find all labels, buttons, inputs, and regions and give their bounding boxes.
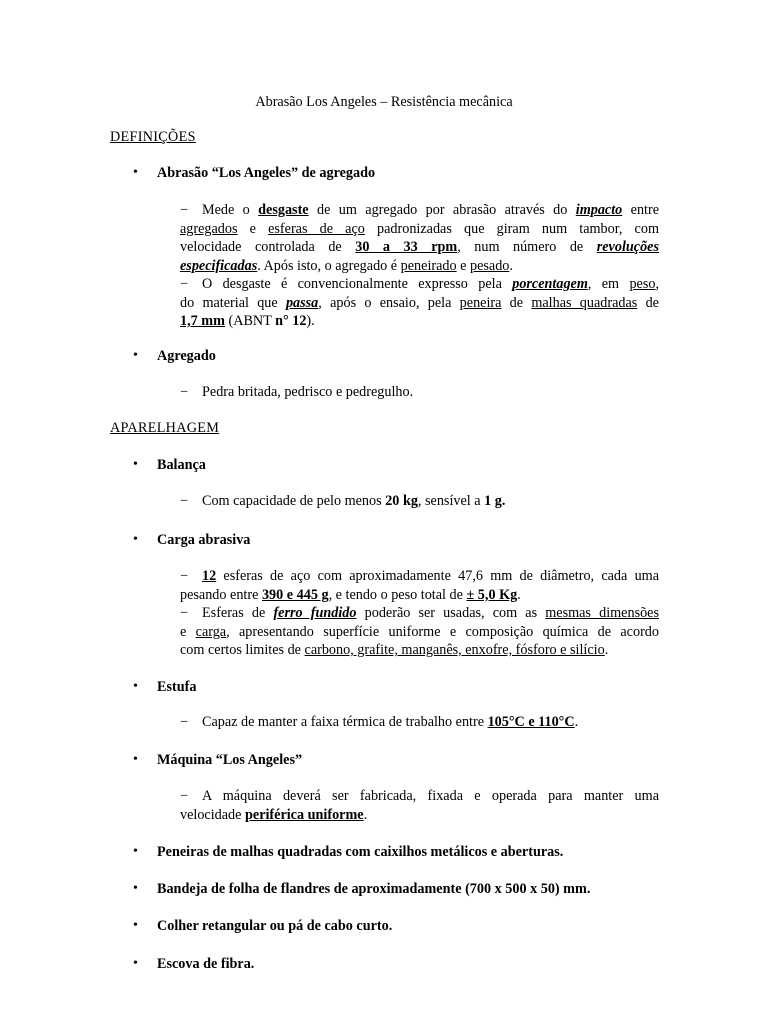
- dash-icon: −: [180, 788, 189, 804]
- bullet-icon: •: [133, 679, 138, 694]
- bullet-icon: •: [133, 752, 138, 767]
- bullet-icon: •: [133, 918, 138, 933]
- list-item-label: Máquina “Los Angeles”: [157, 752, 303, 768]
- section-heading-definicoes: DEFINIÇÕES: [110, 129, 196, 145]
- section-heading-aparelhagem: APARELHAGEM: [110, 420, 220, 436]
- dash-icon: −: [180, 605, 189, 621]
- paragraph-balanca: − Com capacidade de pelo menos 20 kg, sensível a 1 g.: [180, 493, 506, 509]
- list-item-label: Estufa: [157, 679, 197, 695]
- list-item-label: Bandeja de folha de flandres de aproximadamente (700 x 500 x 50) mm.: [157, 881, 591, 897]
- bullet-icon: •: [133, 457, 138, 472]
- dash-icon: −: [180, 202, 189, 218]
- bullet-icon: •: [133, 165, 138, 180]
- list-item-label: Colher retangular ou pá de cabo curto.: [157, 918, 393, 934]
- dash-icon: −: [180, 568, 189, 584]
- list-item-label: Agregado: [157, 348, 216, 364]
- page-title: Abrasão Los Angeles – Resistência mecânica: [255, 94, 513, 110]
- bullet-icon: •: [133, 881, 138, 896]
- list-item-label: Carga abrasiva: [157, 532, 251, 548]
- dash-icon: −: [180, 714, 189, 730]
- paragraph-desgaste: − Mede o desgaste de um agregado por abrasão através do impacto entre agregados e esferas de aço padronizadas que giram num tambor, com velocidade controlada de 30 a 33 rpm, num número de revoluções especificadas. Após isto, o agregado é peneirado e pesado. − O desgaste é convencionalmente expresso pela porcentagem, em peso, do material que passa, após o ensaio, pela peneira de malhas quadradas de 1,7 mm (ABNT n° 12).: [180, 202, 659, 329]
- paragraph-maquina: − A máquina deverá ser fabricada, fixada e operada para manter uma velocidade periférica uniforme.: [180, 788, 659, 823]
- paragraph-agregado: − Pedra britada, pedrisco e pedregulho.: [180, 384, 414, 400]
- paragraph-carga-abrasiva: − 12 esferas de aço com aproximadamente 47,6 mm de diâmetro, cada uma pesando entre 390 e 445 g, e tendo o peso total de ± 5,0 Kg. − Esferas de ferro fundido poderão ser usadas, com as mesmas dimensões e carga, apresentando superfície uniforme e composição química de acordo com certos limites de carbono, grafite, manganês, enxofre, fósforo e silício.: [180, 568, 660, 658]
- bullet-icon: •: [133, 348, 138, 363]
- bullet-icon: •: [133, 956, 138, 971]
- bullet-icon: •: [133, 532, 138, 547]
- bullet-icon: •: [133, 844, 138, 859]
- dash-icon: −: [180, 384, 189, 400]
- list-item-label: Abrasão “Los Angeles” de agregado: [157, 165, 376, 181]
- list-item-label: Balança: [157, 457, 206, 473]
- dash-icon: −: [180, 493, 189, 509]
- paragraph-estufa: − Capaz de manter a faixa térmica de trabalho entre 105°C e 110°C.: [180, 714, 579, 730]
- list-item-label: Escova de fibra.: [157, 956, 255, 972]
- dash-icon: −: [180, 276, 189, 292]
- list-item-label: Peneiras de malhas quadradas com caixilhos metálicos e aberturas.: [157, 844, 564, 860]
